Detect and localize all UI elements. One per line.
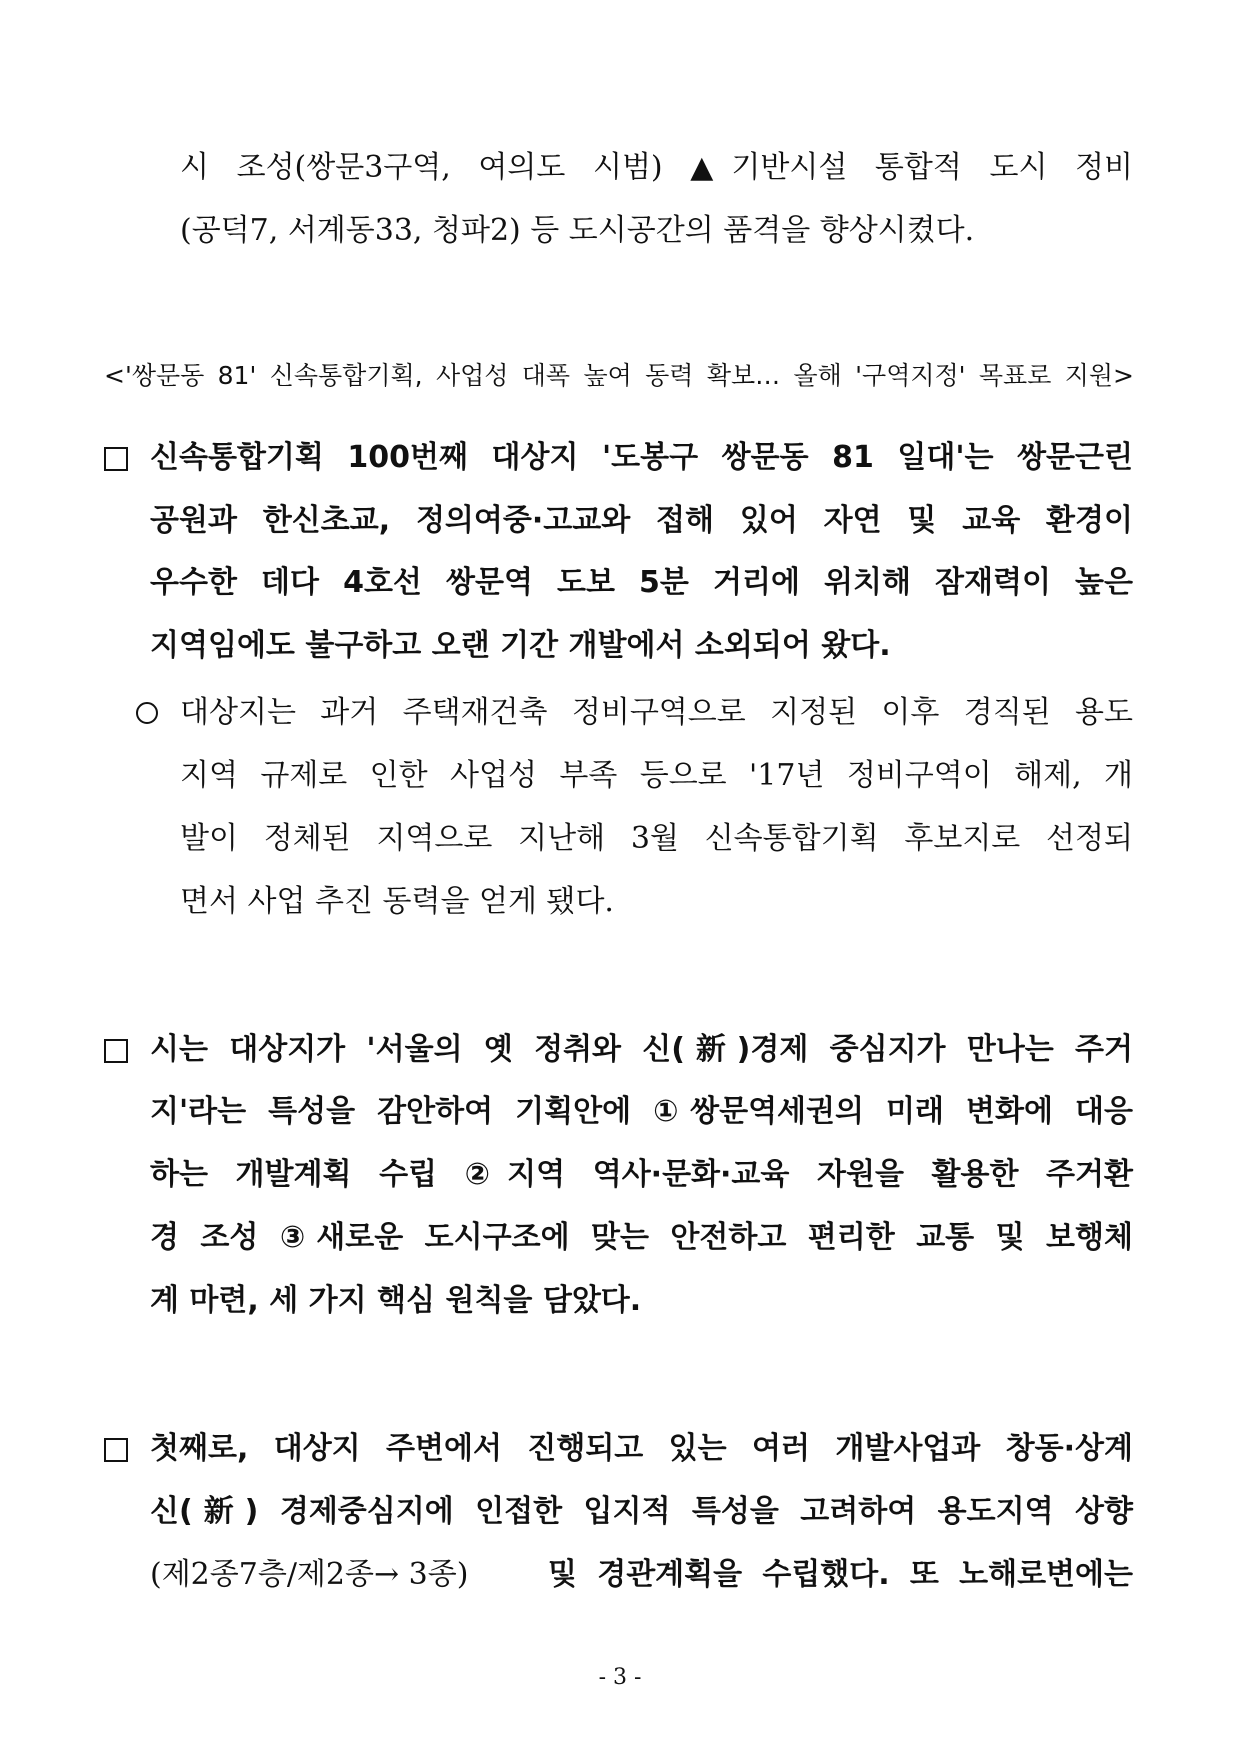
section1-sub-line-2: 지역 규제로 인한 사업성 부족 등으로 '17년 정비구역이 해제, 개 bbox=[180, 758, 1133, 793]
section2-line-4: 경 조성 ③새로운 도시구조에 맞는 안전하고 편리한 교통 및 보행체 bbox=[150, 1220, 1133, 1255]
section3-line-1: 첫째로, 대상지 주변에서 진행되고 있는 여러 개발사업과 창동·상계 bbox=[150, 1431, 1133, 1466]
circle-bullet-icon bbox=[136, 702, 158, 724]
section2-line-2: 지'라는 특성을 감안하여 기획안에 ①쌍문역세권의 미래 변화에 대응 bbox=[150, 1094, 1133, 1129]
section3-line-2: 신(新) 경제중심지에 인접한 입지적 특성을 고려하여 용도지역 상향 bbox=[150, 1494, 1133, 1529]
page-number: - 3 - bbox=[598, 1665, 642, 1690]
intro-line-2: (공덕7, 서계동33, 청파2) 등 도시공간의 품격을 향상시켰다. bbox=[180, 213, 975, 248]
intro-line-1: 시 조성(쌍문3구역, 여의도 시범) ▲기반시설 통합적 도시 정비 bbox=[180, 150, 1133, 185]
section3-line-3-part1: (제2종7층/제2종→ 3종) bbox=[150, 1557, 469, 1592]
section1-line-3: 우수한 데다 4호선 쌍문역 도보 5분 거리에 위치해 잠재력이 높은 bbox=[150, 565, 1133, 600]
section1-sub-line-1: 대상지는 과거 주택재건축 정비구역으로 지정된 이후 경직된 용도 bbox=[180, 695, 1133, 730]
section1-line-1: 신속통합기획 100번째 대상지 '도봉구 쌍문동 81 일대'는 쌍문근린 bbox=[150, 440, 1133, 475]
section1-line-2: 공원과 한신초교, 정의여중·고교와 접해 있어 자연 및 교육 환경이 bbox=[150, 503, 1133, 538]
checkbox-bullet-icon bbox=[104, 1438, 128, 1462]
section2-line-3: 하는 개발계획 수립 ②지역 역사·문화·교육 자원을 활용한 주거환 bbox=[150, 1157, 1133, 1192]
checkbox-bullet-icon bbox=[104, 1039, 128, 1063]
section1-sub-line-4: 면서 사업 추진 동력을 얻게 됐다. bbox=[180, 884, 614, 919]
section2-line-5: 계 마련, 세 가지 핵심 원칙을 담았다. bbox=[150, 1283, 642, 1318]
section-subheading: <'쌍문동 81' 신속통합기획, 사업성 대폭 높여 동력 확보… 올해 '구역지정' 목표로 지원> bbox=[104, 361, 1134, 390]
section3-line-3-part2: 및 경관계획을 수립했다. 또 노해로변에는 bbox=[548, 1557, 1133, 1592]
section1-line-4: 지역임에도 불구하고 오랜 기간 개발에서 소외되어 왔다. bbox=[150, 628, 891, 663]
section1-sub-line-3: 발이 정체된 지역으로 지난해 3월 신속통합기획 후보지로 선정되 bbox=[180, 821, 1133, 856]
checkbox-bullet-icon bbox=[104, 447, 128, 471]
section2-line-1: 시는 대상지가 '서울의 옛 정취와 신(新)경제 중심지가 만나는 주거 bbox=[150, 1032, 1133, 1067]
